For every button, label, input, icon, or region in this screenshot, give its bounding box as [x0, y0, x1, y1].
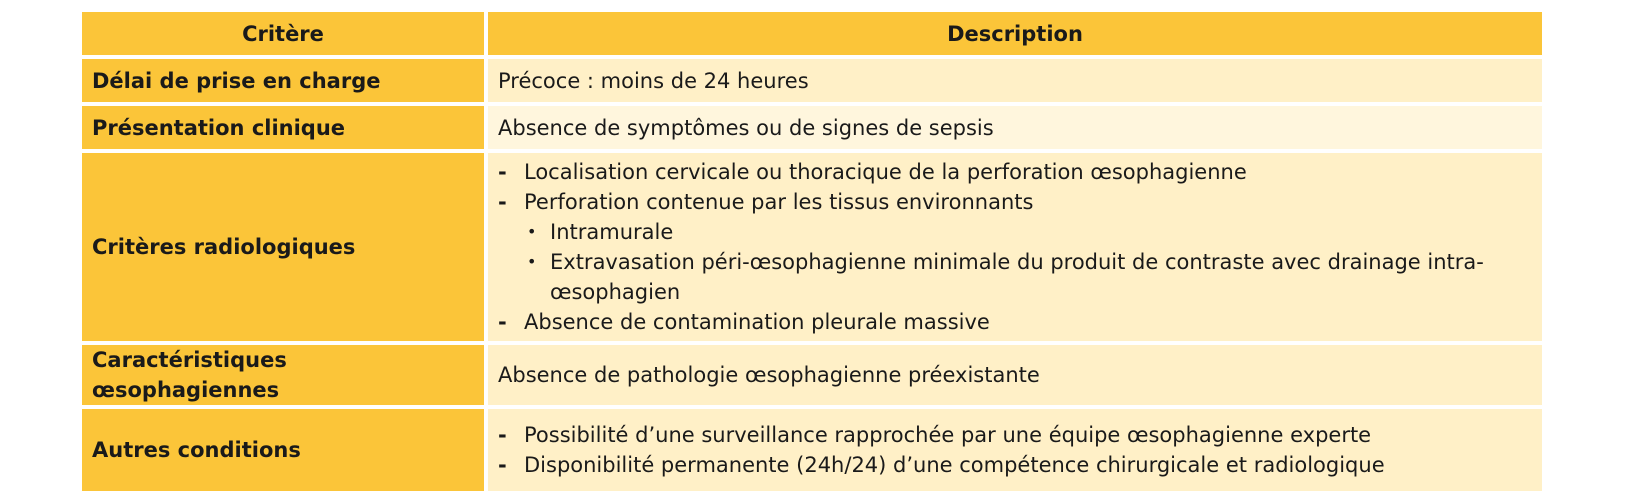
header-description: Description [488, 12, 1542, 55]
criterion-cell: Caractéristiques œsophagiennes [82, 345, 484, 405]
list-item [498, 187, 1532, 307]
list-item: - Localisation cervicale ou thoracique de la perforation œsophagienne [498, 157, 1532, 187]
table-row [82, 345, 1542, 405]
sublist-item: • Extravasation péri-œsophagienne minimale du produit de contraste avec drainage intra-œsophagien [524, 247, 1532, 307]
table-row [82, 106, 1542, 149]
list-item: - Possibilité d’une surveillance rapprochée par une équipe œsophagienne experte [498, 420, 1532, 450]
sublist-item: • Intramurale [524, 217, 1532, 247]
criteria-table [78, 8, 1546, 495]
table-row [82, 59, 1542, 102]
criterion-cell: Autres conditions [82, 409, 484, 491]
list-item-text: Perforation contenue par les tissus environnants [524, 190, 1034, 214]
description-cell: Absence de pathologie œsophagienne préexistante [488, 345, 1542, 405]
header-row [82, 12, 1542, 55]
description-cell [488, 409, 1542, 491]
header-criterion: Critère [82, 12, 484, 55]
description-cell: Absence de symptômes ou de signes de sepsis [488, 106, 1542, 149]
table-row [82, 153, 1542, 341]
criterion-cell: Délai de prise en charge [82, 59, 484, 102]
description-cell: Précoce : moins de 24 heures [488, 59, 1542, 102]
table-row [82, 409, 1542, 491]
criterion-cell: Critères radiologiques [82, 153, 484, 341]
criterion-cell: Présentation clinique [82, 106, 484, 149]
list-item: - Absence de contamination pleurale massive [498, 307, 1532, 337]
bullet-sublist [524, 217, 1532, 307]
list-item: - Disponibilité permanente (24h/24) d’une compétence chirurgicale et radiologique [498, 450, 1532, 480]
dash-list [498, 420, 1532, 480]
dash-list [498, 157, 1532, 337]
description-cell [488, 153, 1542, 341]
